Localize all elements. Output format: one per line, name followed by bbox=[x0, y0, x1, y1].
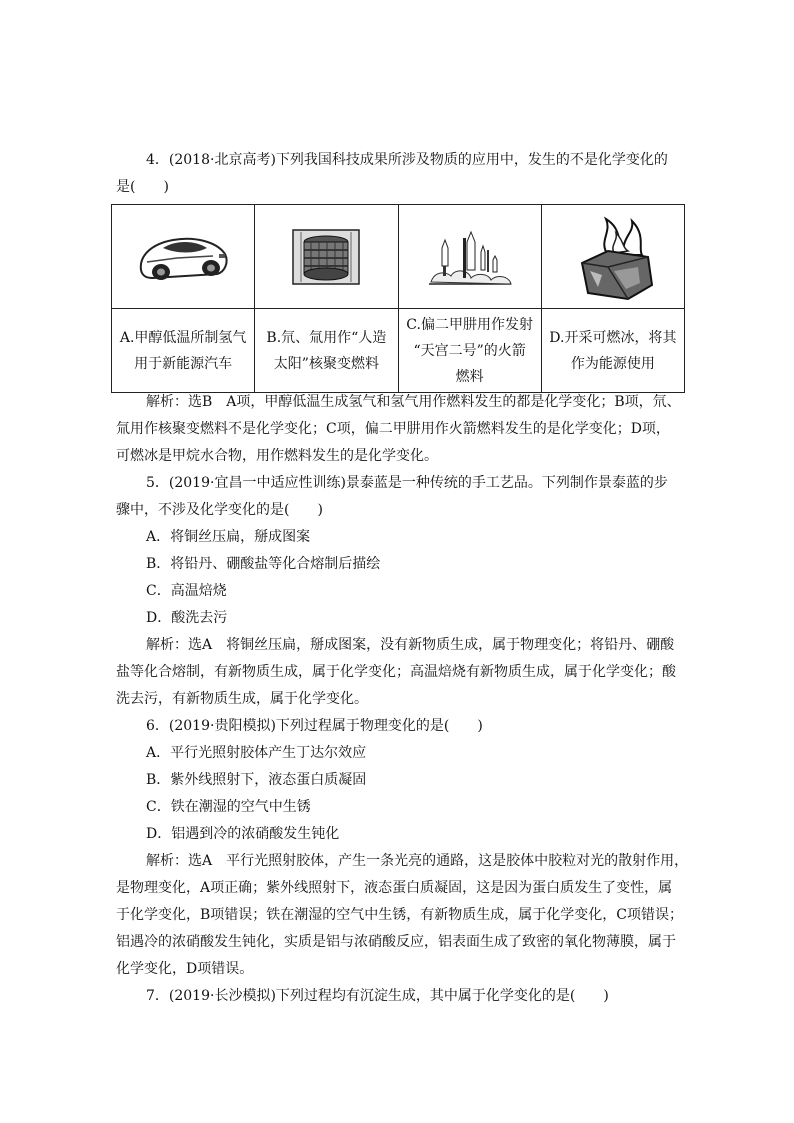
q4-choice-a[interactable] bbox=[112, 309, 255, 393]
q4-choice-b-image bbox=[255, 205, 398, 309]
q6-option-d[interactable]: D．铝遇到冷的浓硝酸发生钝化 bbox=[146, 826, 340, 842]
reactor-icon bbox=[291, 228, 361, 286]
q4-analysis-line-3: 可燃冰是甲烷水合物，用作燃料发生的是化学变化。 bbox=[116, 448, 438, 464]
q6-option-c[interactable]: C．铁在潮湿的空气中生锈 bbox=[146, 799, 311, 815]
q5-stem-line-2: 骤中，不涉及化学变化的是( ) bbox=[116, 502, 323, 518]
q5-analysis-line-1: 解析：选A 将铜丝压扁，掰成图案，没有新物质生成，属于物理变化；将铅丹、硼酸 bbox=[146, 637, 675, 653]
burning-ice-icon bbox=[568, 211, 658, 303]
q6-option-b[interactable]: B．紫外线照射下，液态蛋白质凝固 bbox=[146, 772, 367, 788]
q5-option-a[interactable]: A．将铜丝压扁，掰成图案 bbox=[146, 529, 311, 545]
q6-option-a[interactable]: A．平行光照射胶体产生丁达尔效应 bbox=[146, 745, 367, 761]
q6-analysis-line-2: 是物理变化，A项正确；紫外线照射下，液态蛋白质凝固，这是因为蛋白质发生了变性，属 bbox=[116, 880, 673, 896]
rocket-launch-icon bbox=[425, 226, 515, 288]
q6-analysis-line-5: 化学变化，D项错误。 bbox=[116, 961, 254, 977]
q4-choice-a-image bbox=[112, 205, 255, 309]
q6-analysis-line-4: 铝遇冷的浓硝酸发生钝化，实质是铝与浓硝酸反应，铝表面生成了致密的氧化物薄膜，属于 bbox=[116, 934, 676, 950]
q6-analysis-line-3: 于化学变化，B项错误；铁在潮湿的空气中生锈，有新物质生成，属于化学变化，C项错误； bbox=[116, 907, 683, 923]
q4-stem-line-1: 4．(2018·北京高考)下列我国科技成果所涉及物质的应用中，发生的不是化学变化的 bbox=[146, 152, 668, 168]
q6-analysis-line-1: 解析：选A 平行光照射胶体，产生一条光亮的通路，这是胶体中胶粒对光的散射作用， bbox=[146, 853, 689, 869]
q4-choice-d[interactable] bbox=[541, 309, 684, 393]
q4-choices-table bbox=[111, 204, 685, 393]
q4-choice-c-image bbox=[398, 205, 541, 309]
q4-analysis-line-2: 氚用作核聚变燃料不是化学变化；C项，偏二甲肼用作火箭燃料发生的是化学变化；D项， bbox=[116, 421, 670, 437]
q4-choice-b-label: B.氘、氚用作“人造 太阳”核聚变燃料 bbox=[266, 329, 387, 372]
q4-choice-a-label: A.甲醇低温所制氢气 用于新能源汽车 bbox=[119, 329, 247, 372]
q5-option-c[interactable]: C．高温焙烧 bbox=[146, 583, 227, 599]
q4-choice-b[interactable] bbox=[255, 309, 398, 393]
q4-stem-line-2: 是( ) bbox=[116, 179, 169, 195]
q4-choice-c[interactable] bbox=[398, 309, 541, 393]
q7-stem-line-1: 7．(2019·长沙模拟)下列过程均有沉淀生成，其中属于化学变化的是( ) bbox=[146, 988, 609, 1004]
q5-analysis-line-3: 洗去污，有新物质生成，属于化学变化。 bbox=[116, 691, 368, 707]
q4-choice-d-image bbox=[541, 205, 684, 309]
car-icon bbox=[133, 226, 233, 288]
q4-analysis-line-1: 解析：选B A项，甲醇低温生成氢气和氢气用作燃料发生的都是化学变化；B项，氘、 bbox=[146, 394, 681, 410]
q5-analysis-line-2: 盐等化合熔制，有新物质生成，属于化学变化；高温焙烧有新物质生成，属于化学变化；酸 bbox=[116, 664, 676, 680]
q4-choice-d-label: D.开采可燃冰，将其 作为能源使用 bbox=[549, 329, 677, 372]
q5-option-d[interactable]: D．酸洗去污 bbox=[146, 610, 228, 626]
q6-stem-line-1: 6．(2019·贵阳模拟)下列过程属于物理变化的是( ) bbox=[146, 718, 483, 734]
q5-stem-line-1: 5．(2019·宜昌一中适应性训练)景泰蓝是一种传统的手工艺品。下列制作景泰蓝的步 bbox=[146, 475, 668, 491]
q5-option-b[interactable]: B．将铅丹、硼酸盐等化合熔制后描绘 bbox=[146, 556, 381, 572]
q4-choice-c-label: C.偏二甲肼用作发射 “天宫二号”的火箭 燃料 bbox=[406, 316, 533, 385]
